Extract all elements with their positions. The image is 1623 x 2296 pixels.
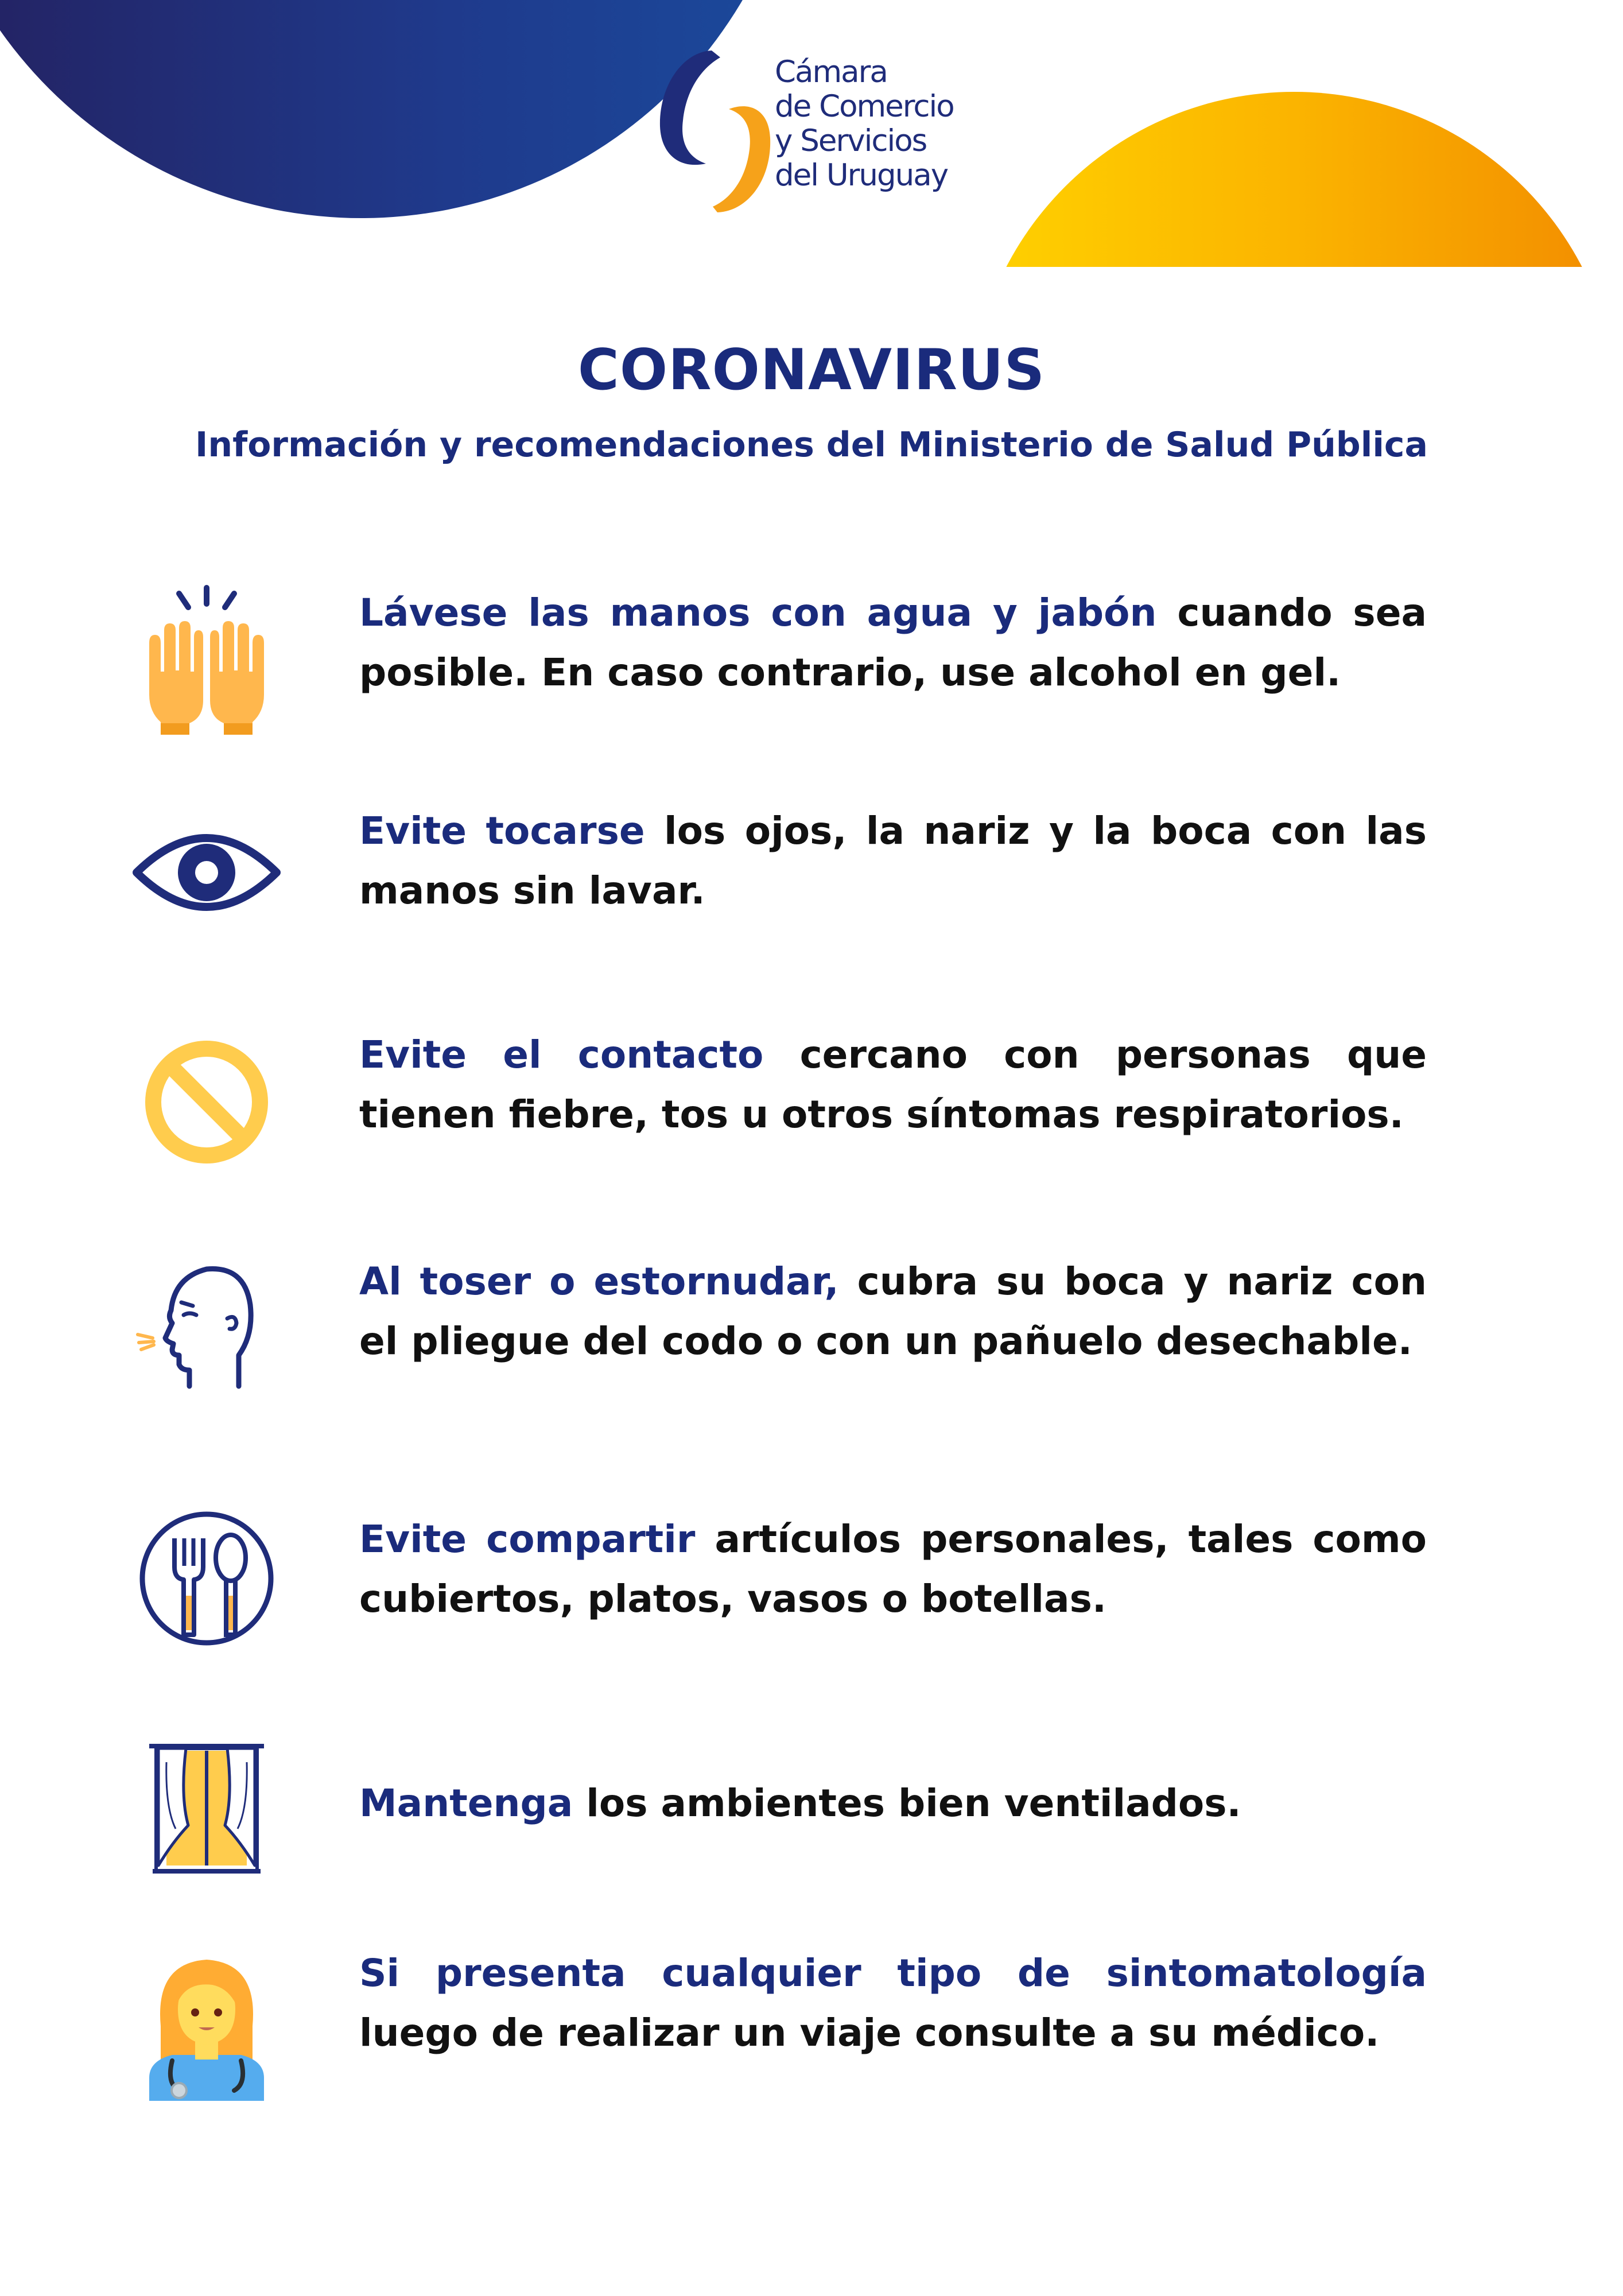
recommendation-rest: luego de realizar un viaje consulte a su médico. [359, 2011, 1380, 2055]
recommendation-rest: los ambientes bien ventilados. [573, 1781, 1241, 1825]
page-subtitle: Información y recomendaciones del Ministerio de Salud Pública [195, 425, 1428, 465]
recommendation-text [359, 1944, 1427, 2063]
recommendation-highlight: Evite tocarse [359, 809, 645, 853]
recommendation-highlight: Lávese las manos con agua y jabón [359, 591, 1157, 635]
logo-line: y Servicios [775, 123, 927, 158]
recommendation-rest: cuando sea posible. En caso contrario, use alcohol en gel. [359, 591, 1427, 695]
recommendation-text [359, 1774, 1427, 1833]
page-title: CORONAVIRUS [577, 338, 1046, 403]
eye-icon [126, 792, 287, 953]
prohibited-icon [126, 1022, 287, 1182]
logo-line: Cámara [775, 55, 887, 90]
logo-line: del Uruguay [775, 158, 948, 193]
raised-hands-icon [126, 580, 287, 740]
recommendation-rest: artículos personales, tales como cubiertos, platos, vasos o botellas. [359, 1517, 1427, 1621]
recommendation-rest: cubra su boca y nariz con el pliegue del codo o con un pañuelo desechable. [359, 1259, 1427, 1363]
recommendation-highlight: Evite el contacto [359, 1033, 764, 1077]
recommendation-text [359, 1510, 1427, 1629]
logo-line: de Comercio [775, 89, 954, 124]
cutlery-icon [126, 1498, 287, 1659]
sneezing-head-icon [126, 1243, 287, 1403]
recommendation-rest: cercano con personas que tienen fiebre, tos u otros síntomas respiratorios. [359, 1033, 1427, 1137]
recommendation-text [359, 583, 1427, 703]
health-worker-icon [126, 1940, 287, 2101]
header-yellow-semicircle [970, 92, 1623, 267]
window-curtains-icon [126, 1728, 287, 1888]
recommendation-text [359, 801, 1427, 921]
recommendation-text [359, 1252, 1427, 1371]
recommendation-highlight: Evite compartir [359, 1517, 696, 1561]
recommendation-highlight: Mantenga [359, 1781, 573, 1825]
recommendation-text [359, 1025, 1427, 1145]
recommendation-highlight: Al toser o estornudar, [359, 1259, 839, 1304]
logo-text [775, 55, 1004, 193]
recommendation-rest: los ojos, la nariz y la boca con las manos sin lavar. [359, 809, 1427, 913]
recommendation-highlight: Si presenta cualquier tipo de sintomatología [359, 1951, 1427, 1995]
